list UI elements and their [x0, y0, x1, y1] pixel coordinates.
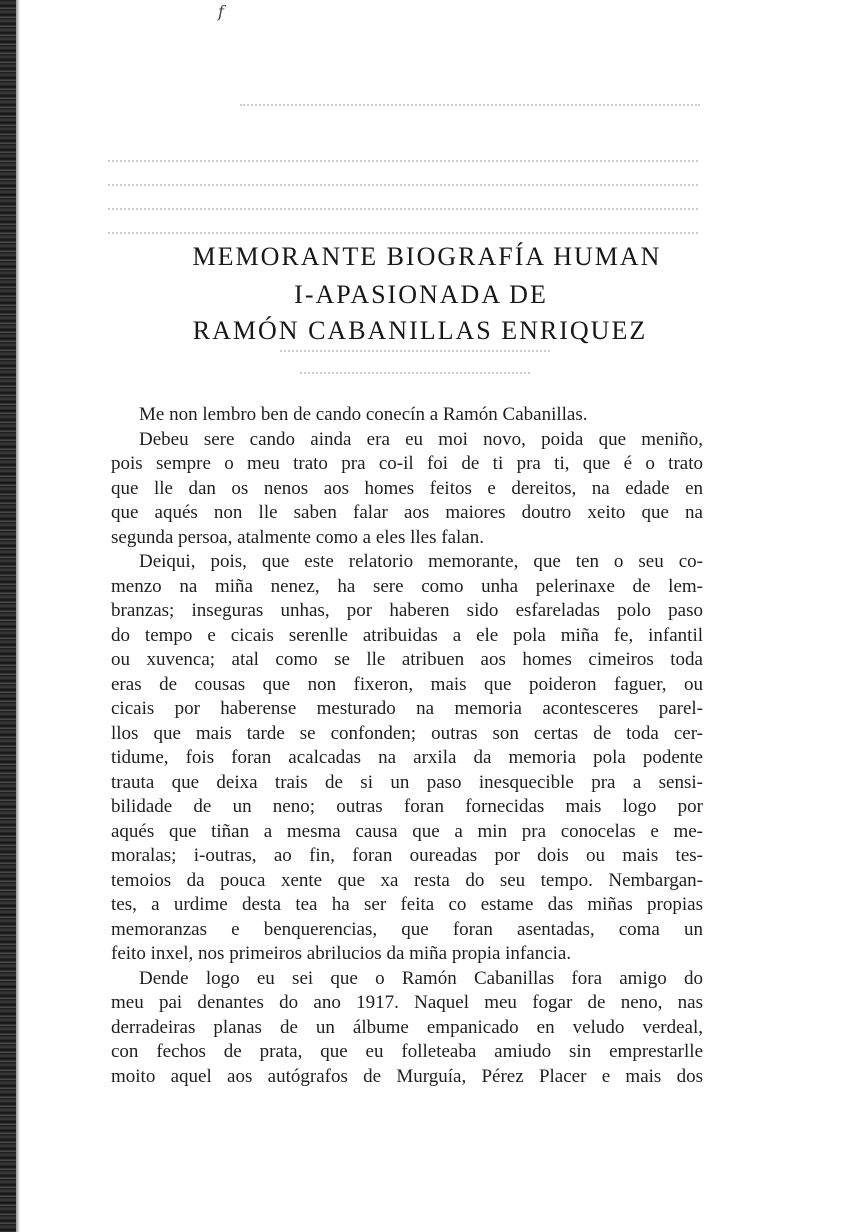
- bleed-through-mark: [280, 350, 550, 355]
- text-line: Debeu sere cando ainda era eu moi novo, poida que meniño,: [139, 428, 703, 450]
- chapter-title-line-1: MEMORANTE BIOGRAFÍA HUMAN: [192, 242, 662, 271]
- bleed-through-mark: [108, 184, 698, 189]
- text-line: derradeiras planas de un álbume empanicado en veludo verdeal,: [111, 1016, 703, 1038]
- text-line: cicais por haberense mesturado na memoria acontesceres parel-: [111, 698, 703, 719]
- chapter-title-line-2: I-APASIONADA DE: [294, 280, 548, 309]
- text-line: do tempo e cicais serenlle atribuidas a ele pola miña fe, infantil: [111, 624, 703, 646]
- bleed-through-mark: [108, 208, 698, 213]
- text-line: branzas; inseguras unhas, por haberen sido esfareladas polo paso: [111, 600, 703, 621]
- text-line: moito aquel aos autógrafos de Murguía, Pérez Placer e mais dos: [111, 1065, 703, 1087]
- text-line: que lle dan os nenos aos homes feitos e dereitos, na edade en: [111, 477, 703, 499]
- text-line: tidume, fois foran acalcadas na arxila da memoria pola podente: [111, 747, 703, 768]
- text-line: ou xuvenca; atal como se lle atribuen aos homes cimeiros toda: [111, 649, 703, 670]
- binding-shadow: [16, 0, 20, 1232]
- chapter-title-line-3: RAMÓN CABANILLAS ENRIQUEZ: [192, 316, 648, 345]
- text-line: Me non lembro ben de cando conecín a Ramón Cabanillas.: [139, 404, 588, 425]
- text-line: moralas; i-outras, ao fin, foran oureadas por dois ou mais tes-: [111, 845, 703, 866]
- book-binding-edge: [0, 0, 16, 1232]
- text-line: meu pai denantes do ano 1917. Naquel meu fogar de neno, nas: [111, 992, 703, 1013]
- text-line: aqués que tiñan a mesma causa que a min pra conocelas e me-: [111, 820, 703, 842]
- text-line: segunda persoa, atalmente como a eles lles falan.: [111, 526, 484, 548]
- text-line: temoios da pouca xente que xa resta do seu tempo. Nembargan-: [111, 869, 703, 891]
- text-line: memoranzas e benquerencias, que foran asentadas, coma un: [111, 918, 703, 940]
- text-line: tes, a urdime desta tea ha ser feita co estame das miñas propias: [111, 894, 703, 915]
- text-line: Dende logo eu sei que o Ramón Cabanillas fora amigo do: [139, 967, 703, 989]
- text-line: feito inxel, nos primeiros abrilucios da miña propia infancia.: [111, 943, 572, 964]
- text-line: llos que mais tarde se confonden; outras son certas de toda cer-: [111, 722, 703, 744]
- text-line: eras de cousas que non fixeron, mais que poideron faguer, ou: [111, 673, 703, 695]
- text-line: pois sempre o meu trato pra co-il foi de ti pra ti, que é o trato: [111, 453, 703, 474]
- bleed-through-mark: [108, 232, 698, 237]
- bleed-through-mark: [300, 372, 530, 377]
- page-mark: f: [218, 2, 224, 21]
- text-line: trauta que deixa trais de si un paso inesquecible pra a sensi-: [111, 771, 703, 793]
- bleed-through-mark: [240, 104, 700, 109]
- body-text: [111, 403, 703, 1089]
- text-line: Deiqui, pois, que este relatorio memorante, que ten o seu co-: [139, 551, 703, 572]
- text-line: con fechos de prata, que eu folleteaba amiudo sin emprestarlle: [111, 1041, 703, 1062]
- bleed-through-mark: [108, 160, 698, 165]
- text-line: que aqués non lle saben falar aos maiores doutro xeito que na: [111, 502, 703, 523]
- text-line: bilidade de un neno; outras foran fornecidas mais logo por: [111, 796, 703, 817]
- text-line: menzo na miña nenez, ha sere como unha pelerinaxe de lem-: [111, 575, 703, 597]
